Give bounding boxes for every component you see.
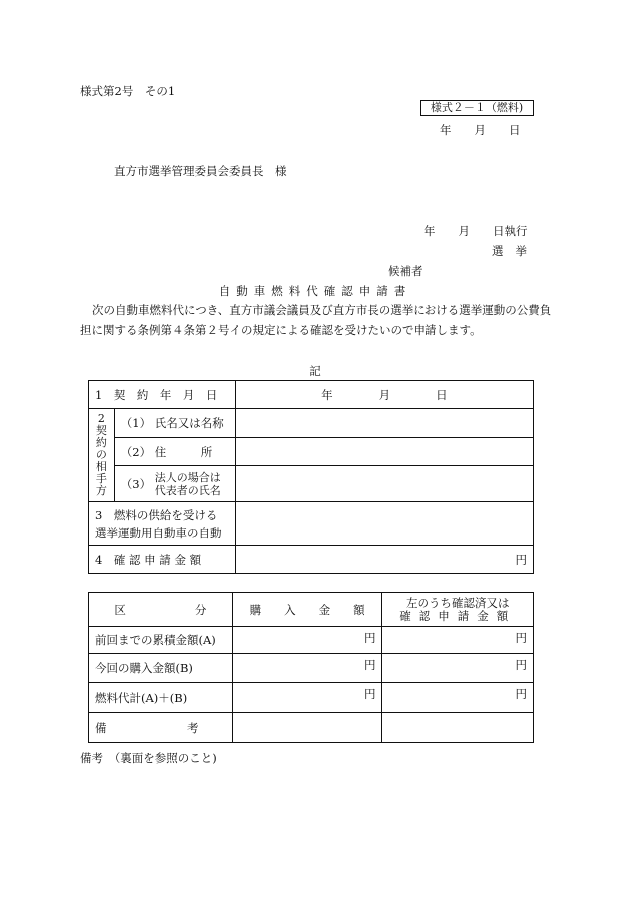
date-line: 年 月 日 xyxy=(440,123,521,137)
table-row xyxy=(89,654,534,683)
party-char: 契 xyxy=(95,424,107,437)
vehicle-label xyxy=(89,502,236,546)
form-number: 様式第2号 その1 xyxy=(80,84,176,98)
contract-date-value: 年 月 日 xyxy=(235,381,533,409)
request-amount-unit: 円 xyxy=(235,546,533,574)
party-name-value[interactable] xyxy=(235,409,533,438)
purchase-amount-cell[interactable]: 円 xyxy=(232,627,382,654)
contract-table xyxy=(88,380,534,574)
header-category: 区 分 xyxy=(89,593,233,627)
row-label: 備 考 xyxy=(89,713,233,743)
party-rep-label xyxy=(114,466,235,502)
party-name-label xyxy=(114,409,235,438)
addressee: 直方市選挙管理委員会委員長 様 xyxy=(114,164,287,178)
amount-table xyxy=(88,592,534,743)
sub-number: （2） xyxy=(120,444,152,459)
table-row xyxy=(89,627,534,654)
vehicle-label-line2: 選挙運動用自動車の自動 xyxy=(95,525,222,540)
party-char: 手 xyxy=(95,472,107,485)
remarks-cell[interactable] xyxy=(232,713,382,743)
candidate-label: 候補者 xyxy=(388,264,423,278)
sub-label: 氏名又は名称 xyxy=(154,416,224,430)
sub-number: （3） xyxy=(120,476,152,491)
election-label: 選挙 xyxy=(492,244,539,258)
party-char: 方 xyxy=(95,484,107,497)
party-address-label xyxy=(114,438,235,466)
table-row xyxy=(89,593,534,627)
table-row xyxy=(89,409,534,438)
party-char: 2 xyxy=(97,412,105,425)
purchase-amount-cell[interactable]: 円 xyxy=(232,683,382,713)
remarks-note: 備考 （裏面を参照のこと) xyxy=(80,751,217,765)
row-label: 前回までの累積金額(A) xyxy=(89,627,233,654)
confirmed-amount-cell[interactable]: 円 xyxy=(382,627,534,654)
header-purchase-amount: 購 入 金 額 xyxy=(232,593,382,627)
row-label: 燃料代計(A)＋(B) xyxy=(89,683,233,713)
table-row xyxy=(89,502,534,546)
table-row xyxy=(89,546,534,574)
vehicle-label-line1: 3 燃料の供給を受ける xyxy=(95,507,218,522)
vehicle-value[interactable] xyxy=(235,502,533,546)
execution-date: 年 月 日執行 xyxy=(424,224,528,238)
purchase-amount-cell[interactable]: 円 xyxy=(232,654,382,683)
confirmed-amount-cell[interactable]: 円 xyxy=(382,683,534,713)
party-rep-value[interactable] xyxy=(235,466,533,502)
table-row xyxy=(89,466,534,502)
sub-label: 住 所 xyxy=(154,444,213,459)
ki-marker: 記 xyxy=(309,364,321,378)
party-char: の xyxy=(95,448,107,461)
contract-date-label: 1 契 約 年 月 日 xyxy=(89,381,236,409)
sub-number: （1） xyxy=(120,416,152,430)
body-text: 次の自動車燃料代につき、直方市議会議員及び直方市長の選挙における選挙運動の公費負担に関する条例第４条第２号イの規定による確認を受けたいので申請します。 xyxy=(80,303,552,337)
row-label: 今回の購入金額(B) xyxy=(89,654,233,683)
confirmed-amount-cell[interactable]: 円 xyxy=(382,654,534,683)
party-char: 相 xyxy=(95,460,107,473)
table-row xyxy=(89,683,534,713)
form-code-box: 様式２－１（燃料) xyxy=(420,100,534,116)
table-row xyxy=(89,713,534,743)
header-confirmed-line2: 確認申請金額 xyxy=(399,608,517,623)
request-amount-label: 4 確 認 申 請 金 額 xyxy=(89,546,236,574)
party-address-value[interactable] xyxy=(235,438,533,466)
document-title: 自動車燃料代確認申請書 xyxy=(218,284,412,298)
sub-label: 法人の場合は代表者の氏名 xyxy=(154,470,221,497)
header-confirmed-line1: 左のうち確認済又は xyxy=(405,595,510,610)
party-label xyxy=(89,409,115,502)
header-confirmed-amount xyxy=(382,593,534,627)
table-row xyxy=(89,381,534,409)
party-char: 約 xyxy=(95,436,107,449)
table-row xyxy=(89,438,534,466)
remarks-cell[interactable] xyxy=(382,713,534,743)
